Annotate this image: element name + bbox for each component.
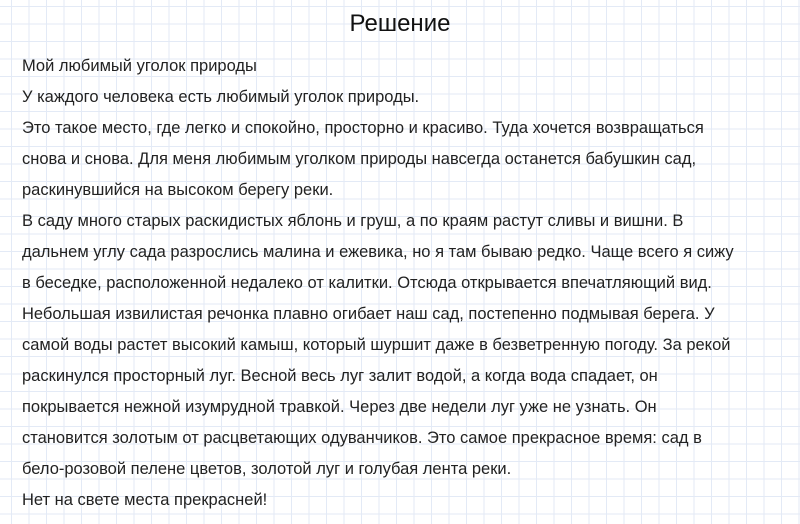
- text-line: в беседке, расположенной недалеко от калитки. Отсюда открывается впечатляющий вид.: [22, 274, 712, 292]
- page-title: Решение: [349, 10, 451, 37]
- text-line: дальнем углу сада разрослись малина и ежевика, но я там бываю редко. Чаще всего я сижу: [22, 243, 734, 261]
- text-line: У каждого человека есть любимый уголок природы.: [22, 88, 420, 106]
- text-line: бело-розовой пелене цветов, золотой луг и голубая лента реки.: [22, 460, 512, 478]
- text-line: раскинувшийся на высоком берегу реки.: [22, 181, 334, 199]
- text-line: самой воды растет высокий камыш, который шуршит даже в безветренную погоду. За рекой: [22, 336, 731, 354]
- essay-heading: Мой любимый уголок природы: [22, 57, 257, 75]
- text-line: Небольшая извилистая речонка плавно огибает наш сад, постепенно подмывая берега. У: [22, 305, 715, 323]
- text-line: Это такое место, где легко и спокойно, просторно и красиво. Туда хочется возвращаться: [22, 119, 704, 137]
- essay-text: [22, 51, 800, 516]
- text-line: В саду много старых раскидистых яблонь и груш, а по краям растут сливы и вишни. В: [22, 212, 684, 230]
- text-line: Нет на свете места прекрасней!: [22, 491, 268, 509]
- text-line: снова и снова. Для меня любимым уголком природы навсегда останется бабушкин сад,: [22, 150, 697, 168]
- text-line: становится золотым от расцветающих одуванчиков. Это самое прекрасное время: сад в: [22, 429, 702, 447]
- text-line: раскинулся просторный луг. Весной весь луг залит водой, а когда вода спадает, он: [22, 367, 658, 385]
- text-line: покрывается нежной изумрудной травкой. Через две недели луг уже не узнать. Он: [22, 398, 657, 416]
